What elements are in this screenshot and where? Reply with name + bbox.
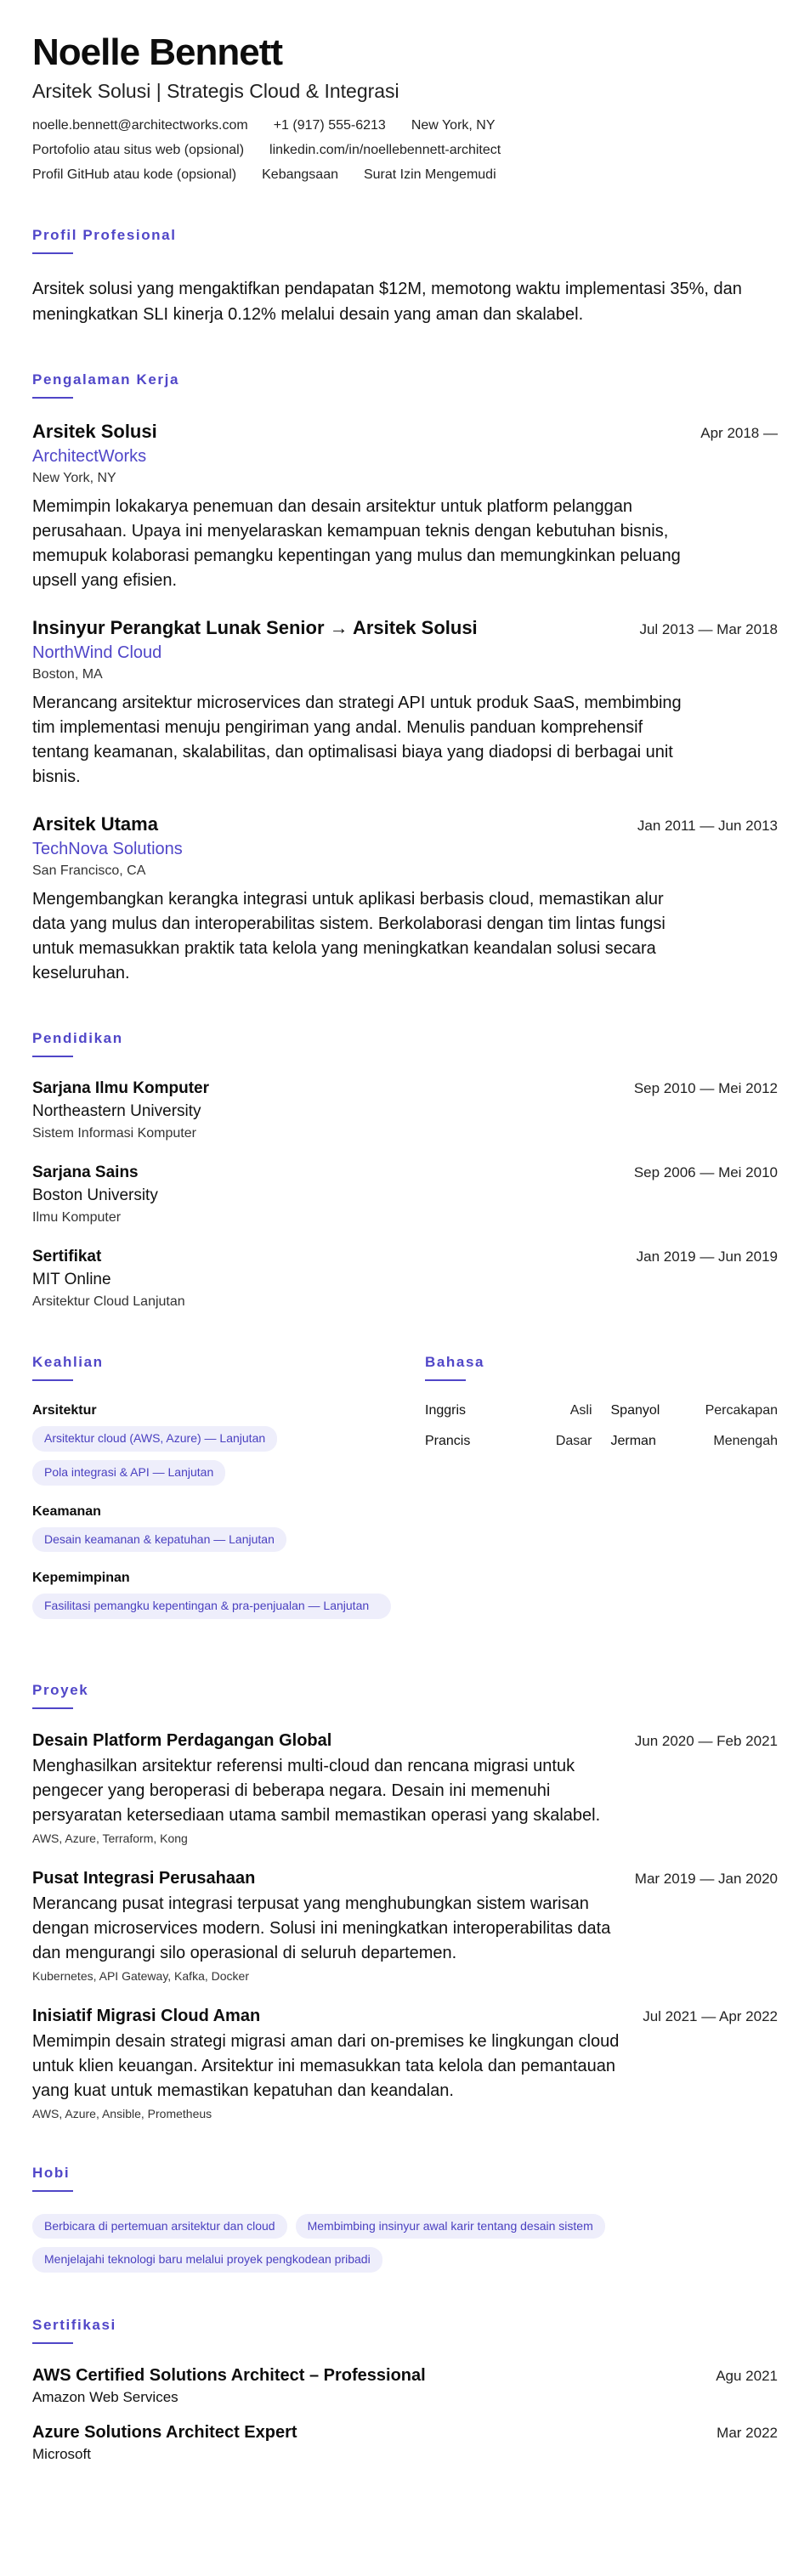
- education-degree: Sertifikat: [32, 1248, 102, 1266]
- certification-title: Azure Solutions Architect Expert: [32, 2422, 297, 2442]
- candidate-headline: Arsitek Solusi | Strategis Cloud & Integrasi: [32, 80, 399, 103]
- education-date: Sep 2006 — Mei 2010: [633, 1164, 778, 1181]
- project-title: Desain Platform Perdagangan Global: [32, 1730, 332, 1750]
- job-location: New York, NY: [32, 471, 116, 486]
- education-degree: Sarjana Ilmu Komputer: [32, 1079, 209, 1098]
- project-description: Memimpin desain strategi migrasi aman dari on-premises ke lingkungan cloud untuk klien keuangan. Arsitektur ini memasukkan tata kelola dan pemantauan yang kuat untuk memastikan kepatuhan dan keandalan.: [32, 2031, 620, 2100]
- job-date: Apr 2018 —: [700, 425, 778, 442]
- education-date: Jan 2019 — Jun 2019: [636, 1248, 778, 1265]
- education-field: Ilmu Komputer: [32, 1210, 122, 1226]
- profile-summary: Arsitek solusi yang mengaktifkan pendapatan $12M, memotong waktu implementasi 35%, dan meningkatkan SLI kinerja 0.12% melalui desain yang aman dan skalabel.: [32, 280, 742, 325]
- section-title-projects: Proyek: [32, 1681, 89, 1698]
- section-title-certifications: Sertifikasi: [32, 2316, 116, 2333]
- job-title: Arsitek Utama: [32, 813, 158, 835]
- contact-nationality: Kebangsaan: [262, 167, 338, 183]
- contact-portfolio[interactable]: Portofolio atau situs web (opsional): [32, 143, 245, 158]
- languages-column: [425, 1354, 778, 1637]
- certification-issuer: Amazon Web Services: [32, 2388, 178, 2405]
- contact-row-1: [32, 118, 778, 133]
- language-name: Prancis: [425, 1434, 471, 1449]
- skill-chip: Pola integrasi & API — Lanjutan: [32, 1460, 225, 1486]
- hobby-chip: Berbicara di pertemuan arsitektur dan cloud: [32, 2214, 287, 2239]
- section-title-languages: Bahasa: [425, 1354, 485, 1371]
- job-description: Mengembangkan kerangka integrasi untuk aplikasi berbasis cloud, memastikan alur data yang mulus dan interoperabilitas sistem. Berkolaborasi dengan tim lintas fungsi untuk memasukkan praktik tata kelola yang meningkatkan keandalan solusi secara keseluruhan.: [32, 890, 666, 983]
- section-divider: [32, 397, 73, 399]
- section-divider: [32, 2342, 73, 2344]
- contact-row-2: [32, 143, 778, 158]
- certification-entry: [32, 2423, 778, 2463]
- project-tags: Kubernetes, API Gateway, Kafka, Docker: [32, 1968, 249, 1983]
- contact-row-3: [32, 167, 778, 183]
- education-school: Boston University: [32, 1186, 158, 1205]
- section-title-profile: Profil Profesional: [32, 227, 177, 244]
- hobby-list: [32, 2214, 778, 2273]
- education-school: MIT Online: [32, 1271, 111, 1289]
- experience-section: [32, 371, 778, 986]
- job-location: Boston, MA: [32, 667, 103, 682]
- education-field: Sistem Informasi Komputer: [32, 1126, 196, 1141]
- project-date: Jul 2021 — Apr 2022: [643, 2007, 778, 2024]
- job-description: Memimpin lokakarya penemuan dan desain arsitektur untuk platform pelanggan perusahaan. Upaya ini menyelaraskan kemampuan teknis dengan kebutuhan bisnis, memupuk kolaborasi pemangku kepentingan yang mulus dan memungkinkan peluang upsell yang efisien.: [32, 497, 681, 591]
- section-title-hobbies: Hobi: [32, 2164, 71, 2181]
- contact-drivers-license: Surat Izin Mengemudi: [363, 167, 496, 183]
- skill-group: [32, 1504, 391, 1553]
- skills-column: [32, 1354, 391, 1637]
- education-entry: [32, 1248, 778, 1310]
- contact-github[interactable]: Profil GitHub atau kode (opsional): [32, 167, 237, 183]
- language-item: [425, 1434, 592, 1449]
- language-level: Percakapan: [705, 1403, 778, 1418]
- job-location: San Francisco, CA: [32, 863, 146, 879]
- education-field: Arsitektur Cloud Lanjutan: [32, 1294, 185, 1310]
- language-level: Asli: [569, 1403, 592, 1418]
- hobby-chip: Menjelajahi teknologi baru melalui proyek pengkodean pribadi: [32, 2247, 382, 2273]
- language-item: [425, 1403, 592, 1418]
- job-title: Insinyur Perangkat Lunak Senior → Arsitek Solusi: [32, 617, 478, 639]
- project-date: Mar 2019 — Jan 2020: [634, 1870, 778, 1887]
- job-title: Arsitek Solusi: [32, 421, 157, 443]
- job-company: TechNova Solutions: [32, 840, 183, 859]
- skill-group-name: Arsitektur: [32, 1403, 97, 1418]
- certification-title: AWS Certified Solutions Architect – Professional: [32, 2365, 426, 2385]
- skill-chip: Desain keamanan & kepatuhan — Lanjutan: [32, 1527, 286, 1553]
- certification-entry: [32, 2366, 778, 2406]
- contact-location: New York, NY: [411, 118, 496, 133]
- job-date: Jan 2011 — Jun 2013: [637, 818, 778, 835]
- experience-entry: [32, 813, 778, 986]
- resume-header: [32, 32, 778, 183]
- language-item: [611, 1403, 779, 1418]
- skills-languages-section: [32, 1354, 778, 1637]
- section-title-skills: Keahlian: [32, 1354, 104, 1371]
- section-divider: [425, 1379, 466, 1381]
- project-description: Menghasilkan arsitektur referensi multi-cloud dan rencana migrasi untuk pengecer yang beroperasi di beberapa negara. Desain ini memenuhi persyaratan ketersediaan utama sambil memastikan operasi yang skalabel.: [32, 1756, 601, 1825]
- project-date: Jun 2020 — Feb 2021: [634, 1732, 778, 1749]
- language-name: Jerman: [610, 1434, 656, 1449]
- contact-phone[interactable]: +1 (917) 555-6213: [273, 118, 386, 133]
- certification-issuer: Microsoft: [32, 2445, 91, 2462]
- contact-email[interactable]: noelle.bennett@architectworks.com: [32, 118, 248, 133]
- education-school: Northeastern University: [32, 1102, 201, 1121]
- job-description: Merancang arsitektur microservices dan strategi API untuk produk SaaS, membimbing tim implementasi menuju pengiriman yang andal. Menulis panduan komprehensif tentang keamanan, skalabilitas, dan optimalisasi biaya yang diadopsi di berbagai unit bisnis.: [32, 694, 682, 787]
- language-level: Dasar: [555, 1434, 592, 1449]
- project-tags: AWS, Azure, Ansible, Prometheus: [32, 2106, 212, 2120]
- hobby-chip: Membimbing insinyur awal karir tentang desain sistem: [296, 2214, 605, 2239]
- project-entry: [32, 1869, 778, 1983]
- candidate-name: Noelle Bennett: [32, 31, 283, 73]
- education-date: Sep 2010 — Mei 2012: [633, 1080, 778, 1097]
- certification-date: Mar 2022: [717, 2424, 778, 2441]
- section-divider: [32, 1379, 73, 1381]
- section-divider: [32, 1707, 73, 1709]
- experience-entry: [32, 421, 778, 593]
- section-divider: [32, 252, 73, 254]
- projects-section: [32, 1682, 778, 2120]
- language-name: Inggris: [425, 1403, 467, 1418]
- education-entry: [32, 1079, 778, 1141]
- job-date: Jul 2013 — Mar 2018: [639, 621, 778, 638]
- section-divider: [32, 2190, 73, 2192]
- education-section: [32, 1030, 778, 1310]
- project-entry: [32, 1731, 778, 1845]
- hobbies-section: [32, 2165, 778, 2273]
- section-title-education: Pendidikan: [32, 1030, 123, 1047]
- profile-section: [32, 227, 778, 327]
- section-divider: [32, 1056, 73, 1057]
- language-name: Spanyol: [610, 1403, 660, 1418]
- section-title-experience: Pengalaman Kerja: [32, 371, 179, 388]
- skill-group: [32, 1403, 391, 1485]
- project-tags: AWS, Azure, Terraform, Kong: [32, 1831, 188, 1845]
- certification-date: Agu 2021: [716, 2367, 778, 2384]
- job-company: NorthWind Cloud: [32, 643, 162, 663]
- skill-chip: Fasilitasi pemangku kepentingan & pra-penjualan — Lanjutan: [32, 1594, 391, 1619]
- experience-entry: [32, 617, 778, 790]
- job-company: ArchitectWorks: [32, 447, 147, 467]
- education-entry: [32, 1163, 778, 1226]
- certifications-section: [32, 2317, 778, 2463]
- language-level: Menengah: [713, 1434, 778, 1449]
- project-description: Merancang pusat integrasi terpusat yang menghubungkan sistem warisan dengan microservices modern. Solusi ini meningkatkan interoperabilitas data dan mengurangi silo operasional di seluruh departemen.: [32, 1894, 611, 1962]
- education-degree: Sarjana Sains: [32, 1163, 139, 1182]
- project-title: Inisiatif Migrasi Cloud Aman: [32, 2006, 261, 2025]
- contact-linkedin[interactable]: linkedin.com/in/noellebennett-architect: [269, 143, 501, 158]
- skill-group-name: Kepemimpinan: [32, 1571, 130, 1586]
- skill-chip: Arsitektur cloud (AWS, Azure) — Lanjutan: [32, 1426, 277, 1452]
- project-entry: [32, 2007, 778, 2120]
- skill-group: [32, 1571, 391, 1619]
- language-item: [611, 1434, 779, 1449]
- languages-list: [425, 1403, 778, 1449]
- project-title: Pusat Integrasi Perusahaan: [32, 1868, 256, 1888]
- skill-group-name: Keamanan: [32, 1503, 101, 1519]
